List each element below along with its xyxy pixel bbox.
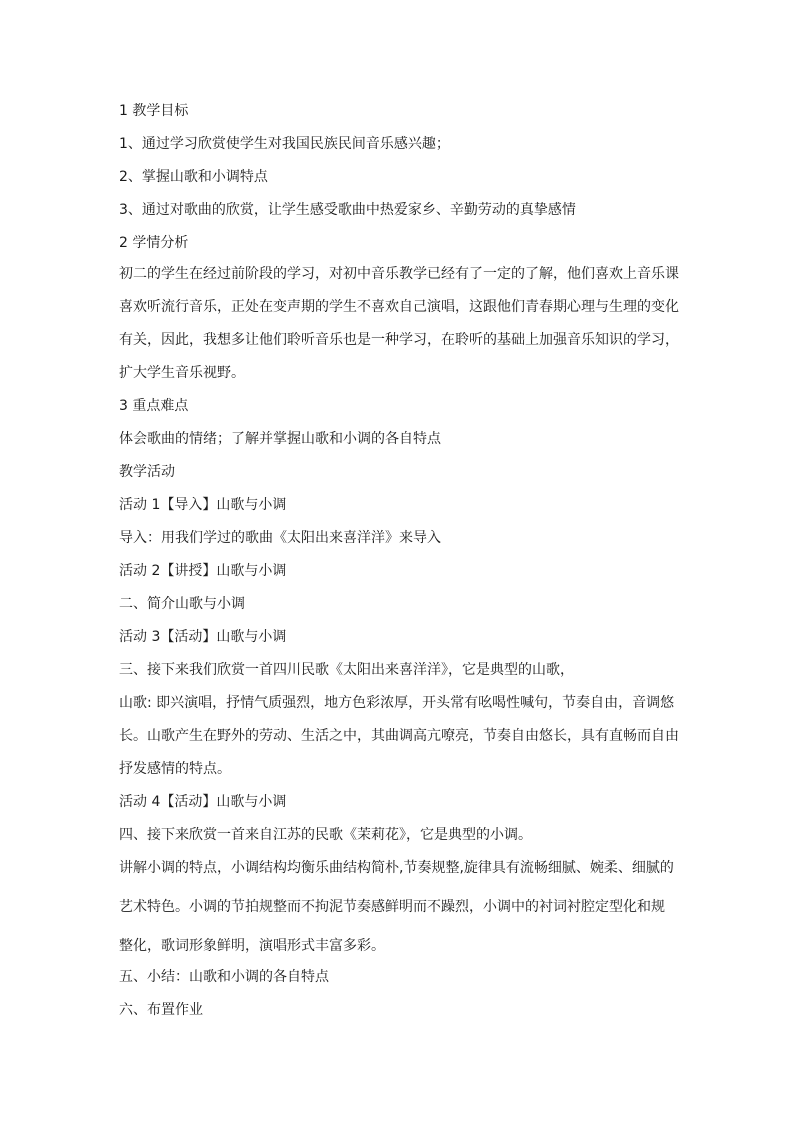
ditty-paragraph-line-1: 讲解小调的特点，小调结构均衡乐曲结构简朴,节奏规整,旋律具有流畅细腻、婉柔、细腻的 <box>119 860 674 876</box>
activity-1-heading: 活动 1【导入】山歌与小调 <box>119 497 287 513</box>
goal-item-3: 3、通过对歌曲的欣赏，让学生感受歌曲中热爱家乡、辛勤劳动的真挚感情 <box>119 202 576 218</box>
document-page <box>119 101 679 1020</box>
activity-4-heading: 活动 4【活动】山歌与小调 <box>119 794 287 810</box>
activity-2-text: 二、简介山歌与小调 <box>119 596 245 612</box>
section-heading-student-analysis: 2 学情分析 <box>119 235 189 251</box>
activity-1-text: 导入：用我们学过的歌曲《太阳出来喜洋洋》来导入 <box>119 530 441 546</box>
analysis-paragraph-line-2: 喜欢听流行音乐，正处在变声期的学生不喜欢自己演唱，这跟他们青春期心理与生理的变化 <box>119 299 679 315</box>
section-heading-activities: 教学活动 <box>119 464 175 480</box>
activity-3-heading: 活动 3【活动】山歌与小调 <box>119 629 287 645</box>
analysis-paragraph-line-4: 扩大学生音乐视野。 <box>119 365 245 381</box>
section-heading-teaching-goals: 1 教学目标 <box>119 103 189 119</box>
summary-item: 五、小结：山歌和小调的各自特点 <box>119 969 329 985</box>
goal-item-2: 2、掌握山歌和小调特点 <box>119 169 268 185</box>
key-points-text: 体会歌曲的情绪；了解并掌握山歌和小调的各自特点 <box>119 431 441 447</box>
analysis-paragraph-line-1: 初二的学生在经过前阶段的学习，对初中音乐教学已经有了一定的了解，他们喜欢上音乐课 <box>119 266 679 282</box>
analysis-paragraph-line-3: 有关，因此，我想多让他们聆听音乐也是一种学习，在聆听的基础上加强音乐知识的学习， <box>119 332 679 348</box>
folk-song-paragraph-line-2: 长。山歌产生在野外的劳动、生活之中，其曲调高亢嘹亮，节奏自由悠长，具有直畅而自由 <box>119 728 679 744</box>
folk-song-paragraph-line-1: 山歌: 即兴演唱，抒情气质强烈，地方色彩浓厚，开头常有吆喝性喊句，节奏自由，音调悠 <box>119 695 675 711</box>
ditty-paragraph-line-2: 艺术特色。小调的节拍规整而不拘泥节奏感鲜明而不躁烈，小调中的衬词衬腔定型化和规 <box>119 899 665 915</box>
section-heading-key-points: 3 重点难点 <box>119 398 189 414</box>
homework-item: 六、布置作业 <box>119 1002 203 1018</box>
folk-song-paragraph-line-3: 抒发感情的特点。 <box>119 761 231 777</box>
ditty-paragraph-line-3: 整化，歌词形象鲜明，演唱形式丰富多彩。 <box>119 938 385 954</box>
activity-3-text: 三、接下来我们欣赏一首四川民歌《太阳出来喜洋洋》，它是典型的山歌， <box>119 662 574 678</box>
goal-item-1: 1、通过学习欣赏使学生对我国民族民间音乐感兴趣； <box>119 136 450 152</box>
activity-4-text: 四、接下来欣赏一首来自江苏的民歌《茉莉花》，它是典型的小调。 <box>119 827 532 843</box>
activity-2-heading: 活动 2【讲授】山歌与小调 <box>119 563 287 579</box>
